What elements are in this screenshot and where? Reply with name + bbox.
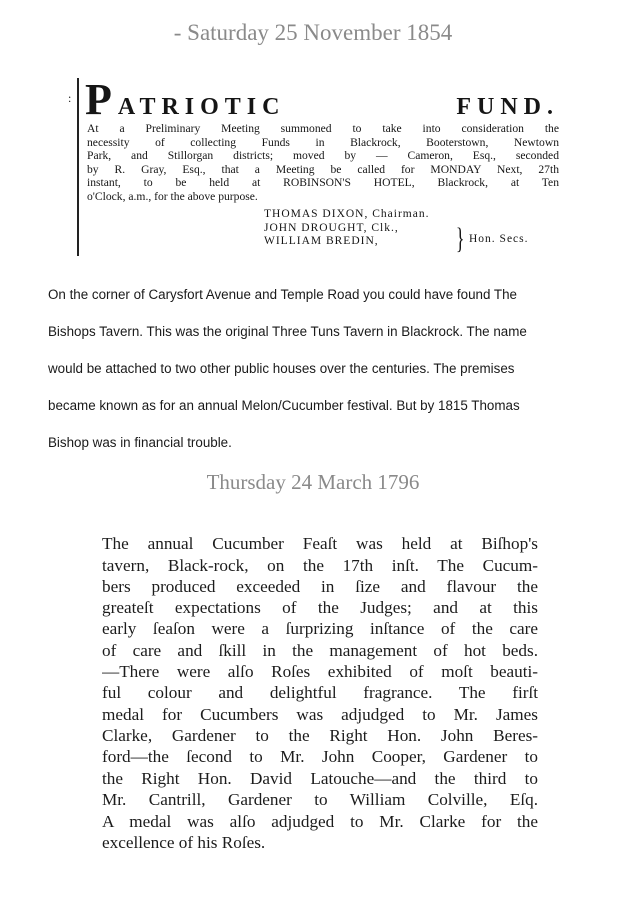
clipping-line: instant, to be held at ROBINSON'S HOTEL, Blackrock, at Ten [87,176,559,190]
clipping-line: Clarke, Gardener to the Right Hon. John Beres- [102,726,538,745]
clipping-line: A medal was alſo adjudged to Mr. Clarke for the [102,812,538,831]
paragraph-line: would be attached to two other public houses over the centuries. The premises [48,361,515,376]
date-heading-1854: - Saturday 25 November 1854 [173,20,453,45]
paragraph-line: Bishops Tavern. This was the original Three Tuns Tavern in Blackrock. The name [48,324,527,339]
paragraph-line: On the corner of Carysfort Avenue and Temple Road you could have found The [48,287,517,302]
headline-word-2: FUND. [456,94,559,120]
paragraph-line: Bishop was in financial trouble. [48,435,232,450]
signatories [264,208,429,249]
signatory-brace: } [455,222,465,255]
body-paragraph [48,276,588,461]
clipping-line: o'Clock, a.m., for the above purpose. [87,189,258,203]
clipping-line: Park, and Stillorgan districts; moved by — Cameron, Esq., seconded [87,149,559,163]
newspaper-clipping-1796 [102,522,538,860]
signatory-clerk: JOHN DROUGHT, Clk., [264,221,399,234]
column-rule [77,78,79,256]
clipping-headline [85,75,559,124]
clipping-line: by R. Gray, Esq., that a Meeting be called for MONDAY Next, 27th [87,162,559,176]
clipping-line: bers produced exceeded in ſize and flavour the [102,577,538,596]
clipping-line: Mr. Cantrill, Gardener to William Colville, Eſq. [102,790,538,809]
signatory-chairman: THOMAS DIXON, Chairman. [264,208,430,220]
clipping-line: ful colour and delightful fragrance. The firſt [102,683,538,702]
clipping-line: ford—the ſecond to Mr. John Cooper, Gardener to [102,747,538,766]
clipping-line: necessity of collecting Funds in Blackrock, Booterstown, Newtown [87,135,559,149]
clipping-line: of care and ſkill in the management of hot beds. [102,641,538,660]
clipping-line: medal for Cucumbers was adjudged to Mr. James [102,705,538,724]
clipping-line: excellence of his Roſes. [102,833,266,852]
clipping-line: The annual Cucumber Feaſt was held at Biſhop's [102,534,538,553]
date-heading-1796: Thursday 24 March 1796 [206,470,420,494]
clipping-line: At a Preliminary Meeting summoned to take into consideration the [87,122,559,135]
hon-secs-label: Hon. Secs. [469,233,529,245]
newspaper-clipping-1854 [68,75,563,258]
headline-word-1: ATRIOTIC [117,94,286,120]
headline-initial: P [85,75,112,124]
clipping-line: —There were alſo Roſes exhibited of moſt beauti- [102,662,538,681]
clipping-body [87,122,559,204]
signatory-bredin: WILLIAM BREDIN, [264,235,379,247]
clipping-line: tavern, Black-rock, on the 17th inſt. The Cucum- [102,556,538,575]
clipping-line: the Right Hon. David Latouche—and the third to [102,769,538,788]
paragraph-line: became known as for an annual Melon/Cucumber festival. But by 1815 Thomas [48,398,520,413]
column-edge-marks: : [68,91,72,105]
clipping-line: greateſt expectations of the Judges; and at this [102,598,538,617]
clipping-line: early ſeaſon were a ſurprizing inſtance of the care [102,619,538,638]
